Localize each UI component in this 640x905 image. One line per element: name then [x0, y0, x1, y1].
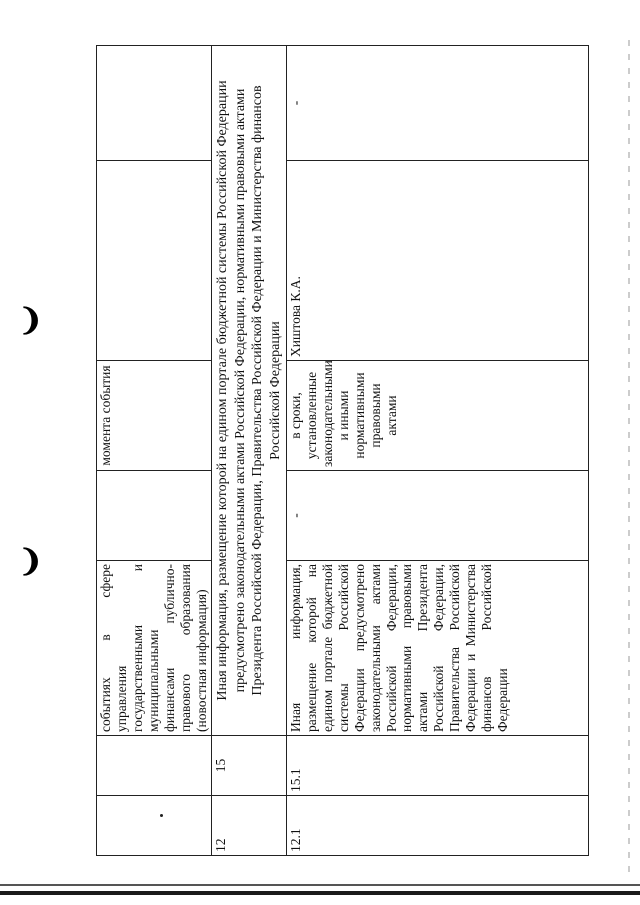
- cell-text: в сроки, установленные законодательными и иными нормативными правовыми актами: [288, 360, 399, 467]
- table-cell-name: [97, 561, 212, 736]
- cell-text: -: [288, 513, 303, 518]
- document-table-wrapper: [96, 46, 580, 856]
- table-cell-coexecutor: [287, 471, 589, 561]
- table-cell: [97, 736, 212, 796]
- table-cell: [97, 471, 212, 561]
- scan-border: [0, 884, 640, 886]
- table-cell-number: [212, 796, 287, 856]
- table-cell-merged: [212, 46, 287, 736]
- table-cell-subnumber: [287, 736, 589, 796]
- cell-text: -: [288, 100, 303, 106]
- cell-text: 15: [213, 758, 228, 773]
- table-row: [97, 46, 212, 856]
- table-cell-subnumber: [212, 736, 287, 796]
- table-row: [287, 46, 589, 856]
- rotated-table: [96, 46, 580, 856]
- cell-text: Хиштова К.А.: [288, 276, 303, 357]
- document-table: [96, 45, 589, 856]
- scan-edge: [628, 40, 630, 880]
- table-cell-time: [287, 361, 589, 471]
- table-cell: [97, 796, 212, 856]
- table-cell-time: [97, 361, 212, 471]
- cell-text: Иная информация, размещение которой на едином портале бюджетной системы Российской Федерации предусмотрено законодательными актами Российской Федерации, нормативными правовыми актами Президента Российской Федерации, Правительства Российской Федерации и Министерства финансов Российской Федерации: [288, 564, 510, 732]
- table-cell: [97, 161, 212, 361]
- cell-text: событиях в сфере управления государственными и муниципальными финансами публично-правового образования (новостная информация): [98, 564, 209, 732]
- table-row: [212, 46, 287, 856]
- table-cell: [97, 46, 212, 161]
- cell-text: 12: [213, 838, 228, 852]
- table-cell-number: [287, 796, 589, 856]
- table-cell-name: [287, 561, 589, 736]
- scan-border: [0, 891, 640, 895]
- binding-hole-mark: ❩: [18, 304, 44, 337]
- binding-hole-mark: ❩: [18, 545, 44, 578]
- cell-text: 12.1: [288, 828, 303, 852]
- table-cell-note: [287, 46, 589, 161]
- cell-text: Иная информация, размещение которой на едином портале бюджетной системы Российской Федерации предусмотрено законодательными актами Российской Федерации, нормативными правовыми актами Президента Российской Федерации, Правительства Российской Федерации и Министерства финансов Российской Федерации: [215, 80, 283, 701]
- cell-text: момента события: [98, 365, 113, 466]
- table-cell-responsible: [287, 161, 589, 361]
- cell-text: 15.1: [288, 768, 303, 792]
